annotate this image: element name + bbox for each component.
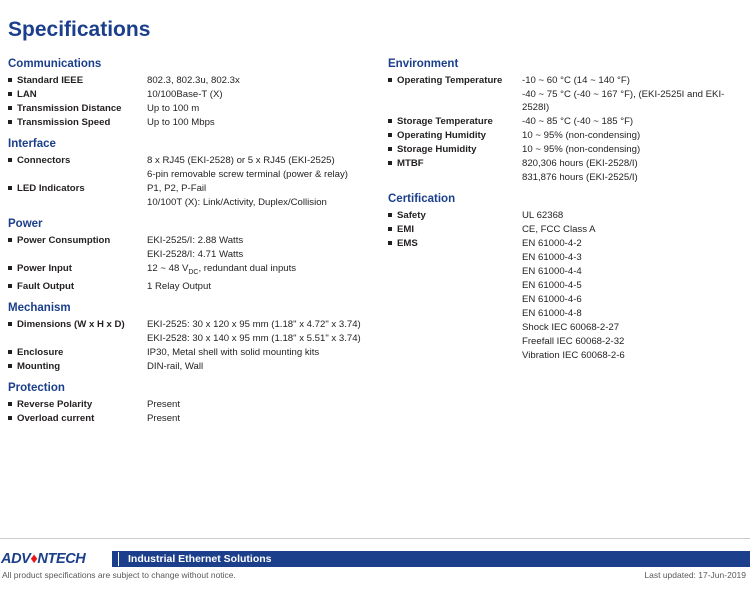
spec-value: Up to 100 m <box>147 103 200 114</box>
spec-value-extra: EN 61000-4-4 <box>522 266 582 277</box>
page-title: Specifications <box>8 18 151 41</box>
spec-row <box>8 154 378 167</box>
section-interface <box>8 138 378 209</box>
spec-row <box>8 318 378 331</box>
bullet-icon <box>8 234 17 247</box>
spec-row <box>388 237 748 250</box>
spec-value-extra: EKI-2528/I: 4.71 Watts <box>147 249 244 260</box>
spec-label: Connectors <box>17 155 71 166</box>
spec-label: Dimensions (W x H x D) <box>17 318 125 330</box>
bullet-icon <box>388 74 397 87</box>
spec-label: Reverse Polarity <box>17 398 93 410</box>
spec-value-extra: EN 61000-4-8 <box>522 308 582 319</box>
spec-row <box>388 143 748 156</box>
spec-value: Present <box>147 412 181 424</box>
spec-value: 1 Relay Output <box>147 280 211 292</box>
spec-value: CE, FCC Class A <box>522 224 596 235</box>
spec-label: Storage Temperature <box>397 116 493 127</box>
spec-label: Operating Temperature <box>397 75 503 86</box>
section-protection <box>8 382 378 425</box>
spec-value: 12 ~ 48 $V_{DC}$, redundant dual inputs <box>147 263 297 276</box>
bullet-icon <box>8 360 17 373</box>
spec-value: 10 ~ 95% (non-condensing) <box>522 144 641 155</box>
logo-text-after: NTECH <box>37 550 86 567</box>
spec-label: LED Indicators <box>17 183 85 194</box>
spec-row <box>8 262 378 279</box>
footer-title: Industrial Ethernet Solutions <box>128 553 272 565</box>
spec-label: Storage Humidity <box>397 144 477 155</box>
section-environment <box>388 58 748 184</box>
bullet-icon <box>8 182 17 195</box>
bullet-icon <box>8 280 17 293</box>
spec-value: DIN-rail, Wall <box>147 360 204 372</box>
spec-value: P1, P2, P-Fail <box>147 183 207 194</box>
right-column <box>388 58 748 371</box>
spec-value: 10/100Base-T (X) <box>147 89 223 100</box>
section-heading: Power <box>8 218 43 230</box>
spec-value-extra: EKI-2528: 30 x 140 x 95 mm (1.18" x 5.51" x 3.74) <box>147 332 361 344</box>
spec-row <box>8 102 378 115</box>
spec-label: Operating Humidity <box>397 130 487 141</box>
spec-value: 8 x RJ45 (EKI-2528) or 5 x RJ45 (EKI-2525) <box>147 155 335 166</box>
spec-value: UL 62368 <box>522 210 564 221</box>
bullet-icon <box>388 209 397 222</box>
spec-row <box>8 116 378 129</box>
bullet-icon <box>388 223 397 236</box>
spec-row <box>8 280 378 293</box>
bullet-icon <box>388 129 397 142</box>
spec-row <box>8 74 378 87</box>
spec-label: Power Input <box>17 263 72 274</box>
bullet-icon <box>388 143 397 156</box>
left-column <box>8 58 378 434</box>
spec-value-extra: 831,876 hours (EKI-2525/I) <box>522 172 638 183</box>
section-heading: Mechanism <box>8 301 71 314</box>
spec-row <box>8 88 378 101</box>
bullet-icon <box>8 262 17 275</box>
spec-label: Safety <box>397 210 426 221</box>
footer-bar <box>0 551 750 567</box>
spec-value-extra: -40 ~ 75 °C (-40 ~ 167 °F), (EKI-2525I and EKI-2528I) <box>522 89 725 113</box>
section-heading: Protection <box>8 381 65 394</box>
spec-row <box>8 346 378 359</box>
spec-row <box>388 209 748 222</box>
section-communications <box>8 58 378 129</box>
section-heading: Communications <box>8 58 102 70</box>
footer-divider <box>0 538 750 539</box>
spec-row <box>388 129 748 142</box>
spec-row <box>8 360 378 373</box>
spec-value: EKI-2525: 30 x 120 x 95 mm (1.18" x 4.72" x 3.74) <box>147 318 361 330</box>
section-mechanism <box>8 302 378 373</box>
spec-label: Enclosure <box>17 346 64 358</box>
spec-value-extra: 10/100T (X): Link/Activity, Duplex/Collision <box>147 197 327 208</box>
spec-label: MTBF <box>397 158 424 169</box>
bullet-icon <box>8 74 17 87</box>
spec-label: Fault Output <box>17 280 75 292</box>
section-heading: Certification <box>388 193 456 205</box>
spec-row <box>388 157 748 170</box>
section-certification <box>388 193 748 362</box>
spec-label: Power Consumption <box>17 235 111 246</box>
logo-text <box>0 551 85 567</box>
spec-value: Present <box>147 398 181 410</box>
spec-value: EKI-2525/I: 2.88 Watts <box>147 235 244 246</box>
spec-row <box>388 74 748 87</box>
spec-value-extra: EN 61000-4-3 <box>522 252 582 263</box>
spec-row <box>388 115 748 128</box>
spec-label: Transmission Speed <box>17 117 111 128</box>
spec-value: EN 61000-4-2 <box>522 238 582 249</box>
spec-value: 10 ~ 95% (non-condensing) <box>522 130 641 141</box>
bullet-icon <box>388 237 397 250</box>
bullet-icon <box>8 154 17 167</box>
bullet-icon <box>8 398 17 411</box>
bullet-icon <box>388 157 397 170</box>
spec-label: Mounting <box>17 360 61 372</box>
spec-value: Up to 100 Mbps <box>147 117 215 128</box>
spec-value-extra: 6-pin removable screw terminal (power & relay) <box>147 169 349 180</box>
spec-value: -40 ~ 85 °C (-40 ~ 185 °F) <box>522 116 634 127</box>
logo-diamond-icon: ♦ <box>30 550 38 567</box>
section-power <box>8 218 378 293</box>
bullet-icon <box>8 412 17 425</box>
bullet-icon <box>8 346 17 359</box>
spec-row <box>388 223 748 236</box>
spec-value: IP30, Metal shell with solid mounting kits <box>147 346 320 358</box>
spec-label: Overload current <box>17 412 95 424</box>
bullet-icon <box>8 318 17 331</box>
spec-label: LAN <box>17 89 37 100</box>
section-heading: Interface <box>8 138 56 150</box>
spec-value-extra: Freefall IEC 60068-2-32 <box>522 336 625 347</box>
spec-label: Standard IEEE <box>17 75 84 86</box>
spec-row <box>8 234 378 247</box>
spec-value-extra: EN 61000-4-5 <box>522 280 582 291</box>
section-heading: Environment <box>388 58 459 70</box>
spec-value-extra: Shock IEC 60068-2-27 <box>522 322 620 333</box>
spec-value-extra: EN 61000-4-6 <box>522 294 582 305</box>
spec-value: 820,306 hours (EKI-2528/I) <box>522 158 638 169</box>
spec-row <box>8 182 378 195</box>
spec-label: EMS <box>397 238 418 249</box>
bullet-icon <box>8 88 17 101</box>
bullet-icon <box>8 102 17 115</box>
spec-row <box>8 398 378 411</box>
spec-row <box>8 412 378 425</box>
footer-disclaimer: All product specifications are subject to change without notice. <box>2 570 236 580</box>
spec-value-extra: Vibration IEC 60068-2-6 <box>522 350 625 361</box>
spec-value: -10 ~ 60 °C (14 ~ 140 °F) <box>522 75 630 86</box>
footer-separator <box>118 552 119 566</box>
spec-label: EMI <box>397 224 415 235</box>
spec-value: 802.3, 802.3u, 802.3x <box>147 75 240 86</box>
logo-text-before: ADV <box>1 550 31 567</box>
advantech-logo <box>0 549 112 568</box>
bullet-icon <box>388 115 397 128</box>
spec-label: Transmission Distance <box>17 103 122 114</box>
bullet-icon <box>8 116 17 129</box>
footer-last-updated: Last updated: 17-Jun-2019 <box>644 570 746 580</box>
